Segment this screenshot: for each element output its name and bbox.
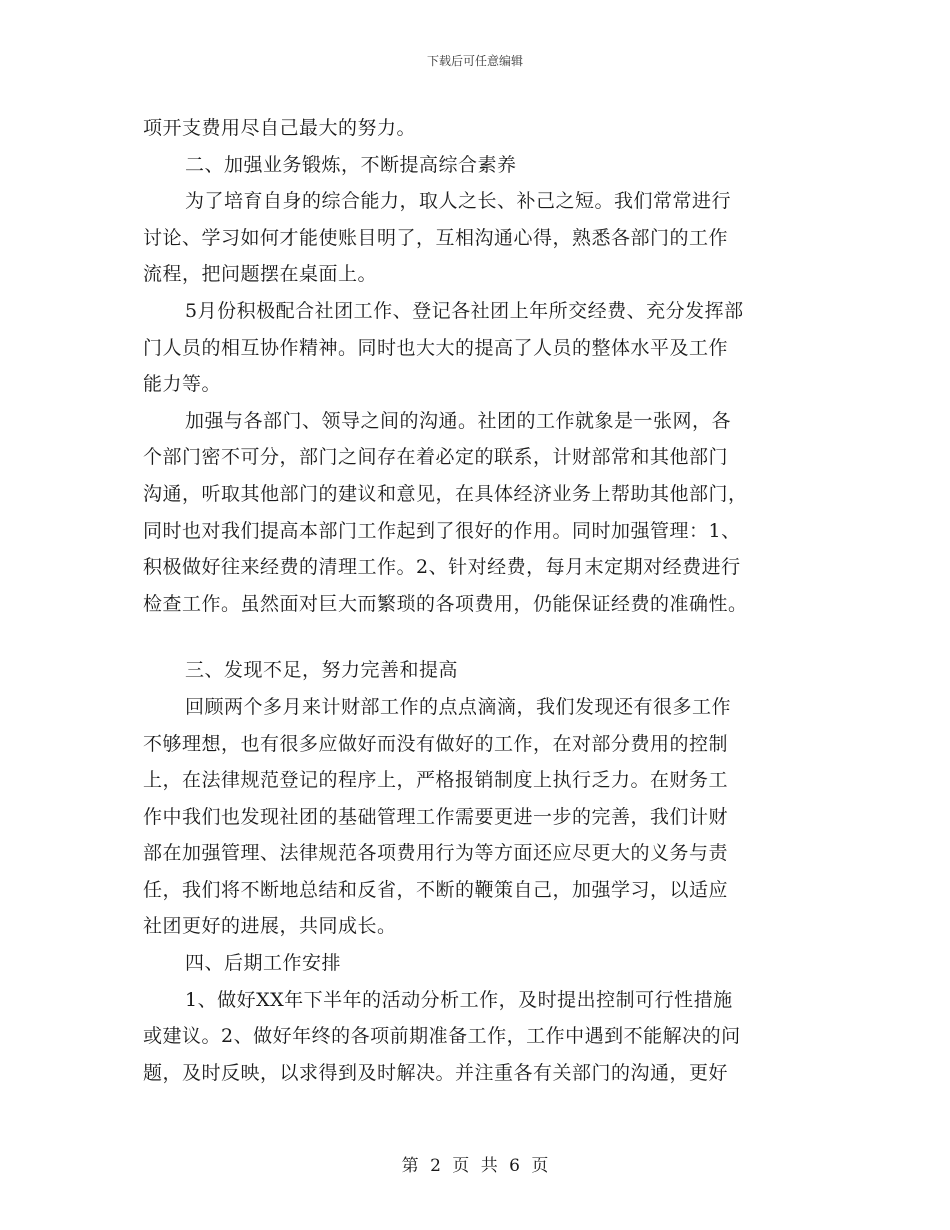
body-line: 个部门密不可分，部门之间存在着必定的联系，计财部常和其他部门 [143, 446, 729, 469]
body-line: 或建议。2、做好年终的各项前期准备工作，工作中遇到不能解决的问 [143, 1025, 741, 1048]
body-line: 部在加强管理、法律规范各项费用行为等方面还应尽更大的义务与责 [143, 842, 729, 865]
body-line: 任，我们将不断地总结和反省，不断的鞭策自己，加强学习，以适应 [143, 878, 729, 901]
body-line: 5月份积极配合社团工作、登记各社团上年所交经费、充分发挥部 [185, 299, 744, 322]
body-line: 回顾两个多月来计财部工作的点点滴滴，我们发现还有很多工作 [185, 695, 732, 718]
section-heading: 四、后期工作安排 [185, 952, 342, 975]
body-line: 作中我们也发现社团的基础管理工作需要更进一步的完善，我们计财 [143, 805, 729, 828]
body-line: 积极做好往来经费的清理工作。2、针对经费，每月末定期对经费进行 [143, 556, 741, 579]
body-line: 不够理想，也有很多应做好而没有做好的工作，在对部分费用的控制 [143, 732, 729, 755]
body-line: 门人员的相互协作精神。同时也大大的提高了人员的整体水平及工作 [143, 336, 729, 359]
section-heading: 二、加强业务锻炼，不断提高综合素养 [185, 153, 517, 176]
page-footer: 第 2 页 共 6 页 [401, 1156, 549, 1176]
section-heading: 三、发现不足，努力完善和提高 [185, 659, 459, 682]
body-line: 1、做好XX年下半年的活动分析工作，及时提出控制可行性措施 [185, 988, 733, 1011]
paragraph-gap [143, 622, 811, 652]
body-line: 为了培育自身的综合能力，取人之长、补己之短。我们常常进行 [185, 190, 732, 213]
body-line: 流程，把问题摆在桌面上。 [143, 263, 378, 286]
body-line: 能力等。 [143, 373, 222, 396]
body-line: 社团更好的进展，共同成长。 [143, 915, 397, 938]
body-line: 上，在法律规范登记的程序上，严格报销制度上执行乏力。在财务工 [143, 769, 729, 792]
body-line: 讨论、学习如何才能使账目明了，互相沟通心得，熟悉各部门的工作 [143, 226, 729, 249]
page-header: 下载后可任意编辑 [426, 54, 523, 68]
body-line: 检查工作。虽然面对巨大而繁琐的各项费用，仍能保证经费的准确性。 [143, 592, 748, 615]
body-line: 加强与各部门、领导之间的沟通。社团的工作就象是一张网，各 [185, 409, 732, 432]
body-line: 沟通，听取其他部门的建议和意见，在具体经济业务上帮助其他部门， [143, 482, 748, 505]
body-line: 同时也对我们提高本部门工作起到了很好的作用。同时加强管理：1、 [143, 519, 741, 542]
body-line: 项开支费用尽自己最大的努力。 [143, 117, 417, 139]
document-body [143, 110, 811, 1091]
body-line: 题，及时反映，以求得到及时解决。并注重各有关部门的沟通，更好 [143, 1061, 729, 1084]
